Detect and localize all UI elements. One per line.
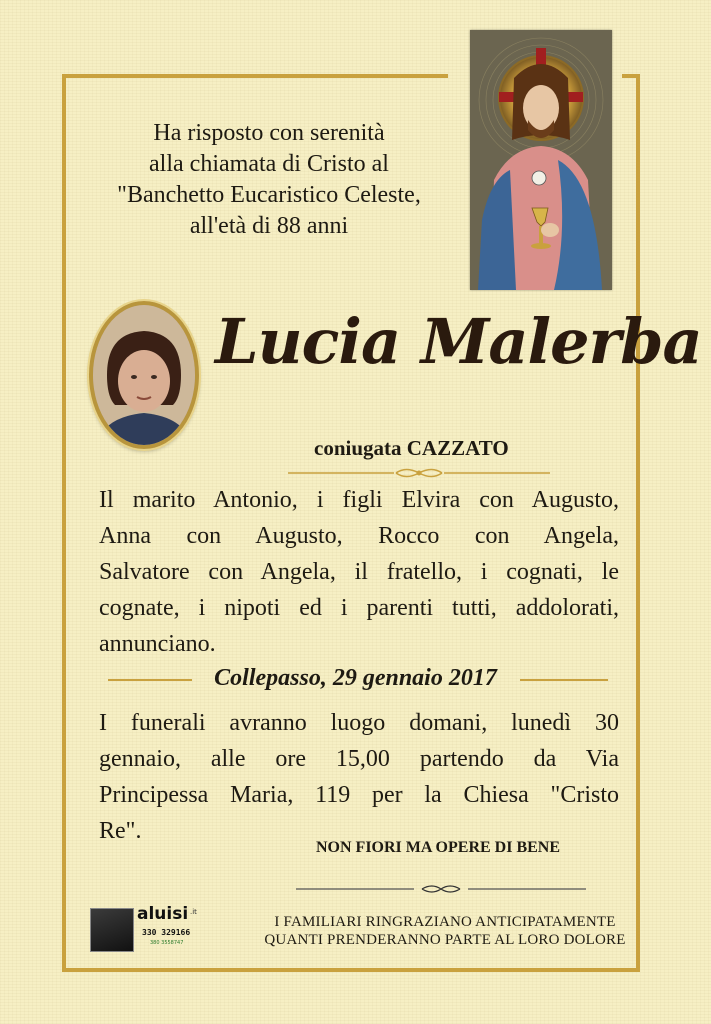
frame-top-border-left <box>62 74 448 78</box>
frame-top-border-right <box>622 74 640 78</box>
name-divider-ornament <box>288 466 550 482</box>
thanks-text <box>250 913 640 949</box>
deceased-portrait <box>89 301 199 449</box>
thanks-line: I FAMILIARI RINGRAZIANO ANTICIPATAMENTE <box>274 914 616 930</box>
funeral-line: Re". <box>99 818 142 844</box>
agency-brand-suffix: .it <box>190 908 197 916</box>
mourners-line: cognate, i nipoti ed i parenti tutti, addolorati, <box>99 595 619 621</box>
intro-text <box>96 118 442 242</box>
agency-logo <box>90 904 200 954</box>
mourners-line: Il marito Antonio, i figli Elvira con Augusto, <box>99 487 619 513</box>
no-flowers-note: NON FIORI MA OPERE DI BENE <box>316 839 561 856</box>
intro-line: all'età di 88 anni <box>189 213 349 239</box>
sacred-heart-image <box>470 30 612 290</box>
funeral-line: I funerali avranno luogo domani, lunedì 30 <box>99 710 619 736</box>
footer-divider-ornament <box>296 882 586 896</box>
place-and-date: Collepasso, 29 gennaio 2017 <box>214 665 497 691</box>
spouse-line: coniugata CAZZATO <box>314 436 509 460</box>
agency-phone: 330 329166 <box>142 928 191 937</box>
intro-line: Ha risposto con serenità <box>153 120 385 146</box>
intro-line: "Banchetto Eucaristico Celeste, <box>117 182 421 208</box>
mourners-line: Salvatore con Angela, il fratello, i cognati, le <box>99 559 619 585</box>
intro-line: alla chiamata di Cristo al <box>149 151 389 177</box>
agency-brand: aluisi <box>137 904 189 924</box>
mourners-line: annunciano. <box>99 631 216 657</box>
funeral-details <box>99 705 619 849</box>
mourners-announcement <box>99 482 619 662</box>
thanks-line: QUANTI PRENDERANNO PARTE AL LORO DOLORE <box>264 932 626 948</box>
agency-phone-secondary: 380 3558747 <box>150 940 184 946</box>
mourners-line: Anna con Augusto, Rocco con Angela, <box>99 523 619 549</box>
deceased-name: Lucia Malerba <box>215 305 702 378</box>
funeral-line: Principessa Maria, 119 per la Chiesa "Cristo <box>99 782 619 808</box>
agency-photo <box>90 908 134 952</box>
funeral-line: gennaio, alle ore 15,00 partendo da Via <box>99 746 619 772</box>
